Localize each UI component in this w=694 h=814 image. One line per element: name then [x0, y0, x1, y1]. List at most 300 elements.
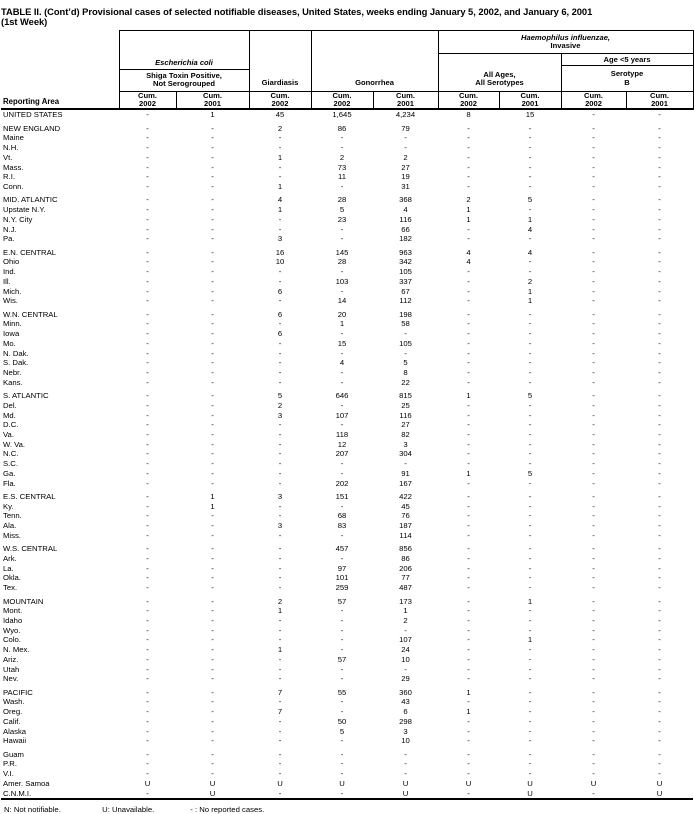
value-cell: -	[146, 439, 149, 449]
table-row	[1, 469, 693, 479]
value-cell: -	[658, 247, 661, 257]
value-cell: 118	[335, 430, 349, 439]
value-cell: -	[278, 530, 282, 540]
value-cell: U	[527, 778, 533, 788]
table-row	[1, 319, 693, 329]
value-cell: 82	[401, 430, 410, 439]
reporting-area-cell: Nebr.	[3, 367, 22, 377]
reporting-area-cell: Amer. Samoa	[3, 778, 50, 788]
value-cell: -	[592, 554, 595, 564]
reporting-area-cell: MOUNTAIN	[3, 596, 44, 606]
value-cell: -	[658, 214, 661, 224]
value-cell: -	[278, 736, 282, 746]
value-cell: 5	[339, 205, 345, 215]
table-row	[1, 573, 693, 583]
value-cell: -	[658, 687, 661, 697]
value-cell: -	[211, 654, 214, 664]
reporting-area-cell: Utah	[3, 664, 20, 674]
value-cell: -	[211, 674, 214, 684]
value-cell: -	[146, 616, 149, 626]
table-row	[1, 358, 693, 368]
value-cell: -	[211, 181, 214, 191]
reporting-area-cell: S. Dak.	[3, 358, 29, 368]
value-cell: -	[467, 554, 470, 564]
value-cell: -	[211, 521, 214, 531]
value-cell: -	[467, 530, 470, 540]
value-cell: -	[340, 143, 344, 153]
table-row	[1, 626, 693, 636]
value-cell: -	[658, 267, 661, 277]
value-cell: 1	[527, 286, 533, 296]
value-cell: -	[278, 143, 282, 153]
value-cell: -	[592, 530, 595, 540]
value-cell: -	[467, 309, 470, 319]
reporting-area-cell: N.C.	[3, 449, 19, 459]
value-cell: 963	[399, 247, 412, 257]
value-cell: -	[146, 143, 149, 153]
value-cell: 6	[277, 286, 283, 296]
value-cell: 68	[337, 511, 347, 521]
value-cell: -	[592, 573, 595, 583]
value-cell: -	[146, 309, 149, 319]
value-cell: -	[278, 214, 282, 224]
value-cell: -	[278, 348, 282, 358]
value-cell: 28	[337, 195, 347, 205]
value-cell: -	[467, 319, 470, 329]
table-row	[1, 769, 693, 779]
value-cell: -	[528, 521, 532, 531]
value-cell: 360	[399, 687, 412, 697]
value-cell: -	[211, 606, 214, 616]
value-cell: -	[592, 707, 595, 717]
value-cell: -	[467, 123, 470, 133]
reporting-area-cell: Colo.	[3, 635, 21, 645]
value-cell: -	[211, 309, 214, 319]
value-cell: -	[592, 296, 595, 306]
value-cell: 31	[401, 181, 410, 191]
reporting-area-cell: Nev.	[3, 674, 19, 684]
value-cell: -	[592, 247, 595, 257]
table-row	[1, 554, 693, 564]
value-cell: -	[278, 563, 282, 573]
value-cell: -	[467, 697, 470, 707]
reporting-area-cell: Tex.	[3, 583, 18, 593]
hflu-serotype-header: Serotype B	[610, 69, 644, 87]
table-row	[1, 329, 693, 339]
value-cell: -	[211, 430, 214, 439]
value-cell: -	[658, 181, 661, 191]
value-cell: -	[211, 459, 214, 469]
value-cell: 2	[466, 195, 471, 205]
value-cell: -	[146, 214, 149, 224]
table-row	[1, 616, 693, 626]
value-cell: 15	[337, 338, 347, 348]
value-cell: -	[211, 726, 214, 736]
footnote-unavailable: U: Unavailable.	[102, 805, 155, 814]
value-cell: -	[146, 716, 149, 726]
header-group-row	[1, 30, 693, 91]
value-cell: U	[656, 788, 663, 798]
value-cell: -	[592, 309, 595, 319]
reporting-area-cell: Mont.	[3, 606, 23, 616]
value-cell: 4,234	[395, 110, 416, 120]
value-cell: -	[467, 358, 470, 368]
value-cell: -	[211, 736, 214, 746]
value-cell: -	[658, 391, 661, 401]
reporting-area-cell: E.N. CENTRAL	[3, 247, 56, 257]
value-cell: -	[146, 749, 149, 759]
value-cell: -	[278, 654, 282, 664]
value-cell: -	[146, 152, 149, 162]
value-cell: -	[658, 410, 661, 420]
value-cell: 1	[466, 214, 471, 224]
reporting-area-cell: UNITED STATES	[3, 110, 63, 120]
value-cell: -	[211, 234, 214, 244]
value-cell: 1	[466, 468, 471, 478]
value-cell: -	[146, 468, 149, 478]
value-cell: -	[278, 749, 282, 759]
value-cell: -	[467, 635, 470, 645]
table-row	[1, 339, 693, 349]
value-cell: -	[592, 430, 595, 439]
value-cell: -	[528, 654, 532, 664]
value-cell: -	[592, 358, 595, 368]
table-row	[1, 511, 693, 521]
value-cell: 77	[401, 573, 410, 583]
value-cell: -	[340, 224, 344, 234]
value-cell: -	[528, 707, 532, 717]
value-cell: U	[527, 788, 533, 798]
value-cell: 1	[466, 205, 471, 215]
value-cell: -	[404, 133, 407, 143]
col-group-giardiasis: Giardiasis	[249, 30, 311, 91]
value-cell: -	[340, 459, 344, 469]
value-cell: -	[278, 358, 282, 368]
value-cell: -	[528, 716, 532, 726]
value-cell: -	[146, 348, 149, 358]
value-cell: -	[528, 645, 532, 655]
value-cell: 422	[399, 492, 412, 502]
value-cell: -	[467, 759, 470, 769]
value-cell: -	[592, 205, 595, 215]
value-cell: -	[211, 391, 214, 401]
value-cell: -	[528, 736, 532, 746]
value-cell: -	[528, 348, 532, 358]
value-cell: -	[658, 573, 661, 583]
value-cell: 66	[401, 224, 410, 234]
table-row	[1, 420, 693, 430]
value-cell: -	[211, 143, 214, 153]
value-cell: U	[277, 778, 283, 788]
value-cell: 2	[403, 616, 408, 626]
value-cell: -	[658, 674, 661, 684]
value-cell: -	[592, 468, 595, 478]
value-cell: 1	[403, 606, 408, 616]
value-cell: -	[658, 309, 661, 319]
value-cell: -	[146, 573, 149, 583]
value-cell: 1	[527, 635, 533, 645]
value-cell: -	[592, 563, 595, 573]
value-cell: -	[467, 133, 470, 143]
table-row	[1, 789, 693, 800]
value-cell: -	[340, 769, 344, 779]
value-cell: -	[592, 224, 595, 234]
value-cell: -	[211, 544, 214, 554]
value-cell: -	[658, 769, 661, 779]
value-cell: -	[278, 319, 282, 329]
value-cell: -	[592, 736, 595, 746]
value-cell: -	[340, 749, 344, 759]
value-cell: -	[467, 664, 470, 674]
value-cell: -	[592, 152, 595, 162]
value-cell: -	[146, 247, 149, 257]
value-cell: U	[402, 778, 409, 788]
value-cell: -	[467, 645, 470, 655]
value-cell: -	[340, 664, 344, 674]
value-cell: U	[209, 778, 216, 788]
value-cell: -	[278, 133, 282, 143]
value-cell: -	[592, 162, 595, 172]
value-cell: -	[146, 123, 149, 133]
value-cell: -	[278, 267, 282, 277]
value-cell: -	[278, 224, 282, 234]
value-cell: 27	[401, 162, 410, 172]
table-row	[1, 248, 693, 258]
value-cell: -	[404, 749, 407, 759]
value-cell: 79	[401, 123, 410, 133]
value-cell: -	[146, 133, 149, 143]
table-row	[1, 759, 693, 769]
value-cell: -	[340, 234, 344, 244]
value-cell: -	[146, 563, 149, 573]
value-cell: -	[278, 459, 282, 469]
value-cell: 4	[339, 358, 345, 368]
value-cell: 4	[466, 257, 471, 267]
table-row	[1, 124, 693, 134]
value-cell: -	[658, 286, 661, 296]
value-cell: -	[211, 664, 214, 674]
value-cell: -	[592, 596, 595, 606]
value-cell: -	[528, 501, 532, 511]
value-cell: 187	[399, 521, 412, 531]
table-row	[1, 736, 693, 746]
value-cell: 86	[337, 123, 347, 133]
value-cell: -	[658, 716, 661, 726]
value-cell: -	[658, 759, 661, 769]
table-row	[1, 717, 693, 727]
value-cell: 28	[337, 257, 347, 267]
value-cell: -	[467, 501, 470, 511]
value-cell: 304	[399, 449, 412, 459]
value-cell: -	[211, 583, 214, 593]
reporting-area-cell: Iowa	[3, 329, 20, 339]
value-cell: -	[658, 596, 661, 606]
reporting-area-cell: Ill.	[3, 276, 11, 286]
value-cell: -	[211, 296, 214, 306]
value-cell: -	[592, 257, 595, 267]
value-cell: -	[467, 606, 470, 616]
footnote	[1, 805, 693, 814]
value-cell: -	[211, 410, 214, 420]
value-cell: -	[658, 583, 661, 593]
value-cell: -	[528, 459, 532, 469]
value-cell: 24	[401, 645, 410, 655]
value-cell: 815	[399, 391, 412, 401]
value-cell: -	[592, 478, 595, 488]
value-cell: -	[211, 377, 214, 387]
value-cell: -	[467, 449, 470, 459]
value-cell: -	[146, 172, 149, 182]
cum-year-header: Cum. 2002	[438, 91, 499, 109]
value-cell: -	[528, 606, 532, 616]
reporting-area-cell: Pa.	[3, 234, 15, 244]
value-cell: 11	[338, 172, 346, 182]
value-cell: -	[658, 625, 661, 635]
value-cell: -	[404, 459, 407, 469]
value-cell: -	[146, 205, 149, 215]
value-cell: -	[658, 439, 661, 449]
value-cell: -	[211, 152, 214, 162]
value-cell: -	[278, 172, 282, 182]
value-cell: -	[146, 769, 149, 779]
value-cell: 114	[399, 530, 412, 540]
value-cell: 29	[401, 674, 410, 684]
value-cell: -	[592, 521, 595, 531]
table-row	[1, 531, 693, 541]
value-cell: -	[658, 664, 661, 674]
table-row	[1, 655, 693, 665]
value-cell: -	[404, 348, 407, 358]
value-cell: -	[278, 664, 282, 674]
value-cell: -	[467, 276, 470, 286]
table-row	[1, 727, 693, 737]
value-cell: 3	[403, 726, 408, 736]
value-cell: 1	[277, 181, 283, 191]
value-cell: -	[340, 501, 344, 511]
value-cell: 67	[401, 286, 410, 296]
value-cell: -	[658, 492, 661, 502]
table-row	[1, 564, 693, 574]
value-cell: -	[592, 654, 595, 664]
value-cell: 2	[277, 400, 283, 410]
value-cell: -	[278, 769, 282, 779]
value-cell: -	[467, 716, 470, 726]
value-cell: -	[467, 267, 470, 277]
value-cell: -	[340, 181, 344, 191]
value-cell: -	[146, 358, 149, 368]
value-cell: 1	[339, 319, 345, 329]
reporting-area-cell: C.N.M.I.	[3, 788, 32, 798]
value-cell: -	[658, 430, 661, 439]
value-cell: -	[146, 759, 149, 769]
value-cell: -	[592, 511, 595, 521]
table-row	[1, 411, 693, 421]
table-row	[1, 143, 693, 153]
value-cell: -	[592, 286, 595, 296]
reporting-area-cell: Ohio	[3, 257, 20, 267]
value-cell: -	[592, 319, 595, 329]
value-cell: 7	[277, 687, 283, 697]
value-cell: -	[278, 420, 282, 430]
value-cell: -	[658, 645, 661, 655]
value-cell: 1	[210, 110, 215, 120]
value-cell: U	[465, 778, 472, 788]
table-header	[1, 30, 693, 109]
table-row	[1, 109, 693, 120]
value-cell: 4	[527, 224, 533, 234]
value-cell: 55	[337, 687, 347, 697]
value-cell: -	[146, 707, 149, 717]
value-cell: -	[658, 172, 661, 182]
value-cell: -	[658, 338, 661, 348]
value-cell: -	[340, 530, 344, 540]
reporting-area-header	[1, 30, 119, 109]
value-cell: -	[211, 716, 214, 726]
value-cell: -	[340, 367, 344, 377]
table-row	[1, 459, 693, 469]
cum-year-header: Cum. 2002	[249, 91, 311, 109]
value-cell: -	[528, 769, 532, 779]
value-cell: 97	[337, 563, 347, 573]
value-cell: -	[528, 420, 532, 430]
value-cell: -	[211, 400, 214, 410]
value-cell: -	[211, 133, 214, 143]
value-cell: 101	[335, 573, 349, 583]
value-cell: 167	[399, 478, 412, 488]
value-cell: -	[467, 338, 470, 348]
value-cell: -	[592, 635, 595, 645]
value-cell: -	[211, 596, 214, 606]
reporting-area-cell: P.R.	[3, 759, 17, 769]
value-cell: -	[278, 511, 282, 521]
value-cell: 457	[335, 544, 349, 554]
value-cell: -	[592, 449, 595, 459]
value-cell: 2	[277, 596, 283, 606]
value-cell: -	[592, 123, 595, 133]
value-cell: 2	[527, 276, 533, 286]
value-cell: -	[146, 478, 149, 488]
col-group-gonorrhea: Gonorrhea	[311, 30, 438, 91]
value-cell: -	[146, 400, 149, 410]
value-cell: -	[146, 195, 149, 205]
value-cell: -	[658, 276, 661, 286]
reporting-area-cell: Ga.	[3, 468, 16, 478]
reporting-area-cell: MID. ATLANTIC	[3, 195, 58, 205]
value-cell: -	[278, 449, 282, 459]
value-cell: -	[146, 391, 149, 401]
value-cell: 45	[401, 501, 410, 511]
value-cell: -	[592, 788, 595, 798]
value-cell: 1	[527, 296, 533, 306]
reporting-area-cell: N. Dak.	[3, 348, 29, 358]
value-cell: -	[404, 329, 407, 339]
value-cell: -	[278, 338, 282, 348]
value-cell: -	[211, 707, 214, 717]
value-cell: 342	[399, 257, 412, 267]
value-cell: 19	[401, 172, 410, 182]
table-row	[1, 665, 693, 675]
value-cell: -	[658, 501, 661, 511]
cum-year-header: Cum. 2002	[311, 91, 373, 109]
value-cell: -	[278, 468, 282, 478]
value-cell: -	[146, 583, 149, 593]
value-cell: 1	[466, 391, 471, 401]
reporting-area-cell: Wash.	[3, 697, 25, 707]
value-cell: -	[146, 501, 149, 511]
value-cell: 6	[277, 329, 283, 339]
value-cell: -	[340, 736, 344, 746]
value-cell: -	[340, 645, 344, 655]
